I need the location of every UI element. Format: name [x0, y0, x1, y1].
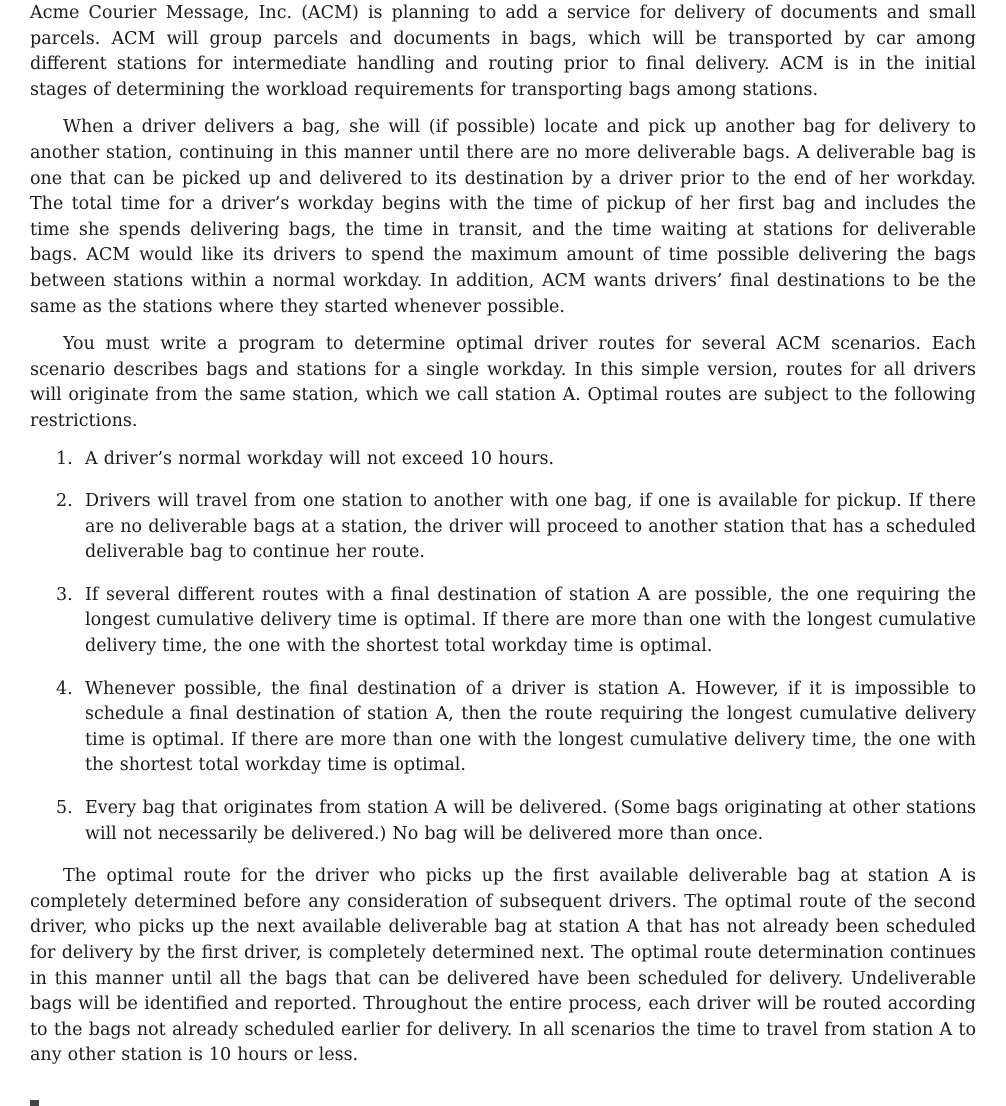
workday-description-paragraph: When a driver delivers a bag, she will (if possible) locate and pick up another bag for delivery to another station, continuing in this manner until there are no more deliverable bags. A deliverable bag is one that can be picked up and delivered to its destination by a driver prior to the end of her workday. The total time for a driver’s workday begins with the time of pickup of her first bag and includes the time she spends delivering bags, the time in transit, and the time waiting at stations for deliverable bags. ACM would like its drivers to spend the maximum amount of time possible delivering the bags between stations within a normal workday. In addition, ACM wants drivers’ final destinations to be the same as the stations where they started whenever possible.	[30, 117, 976, 317]
restriction-number: 5.	[56, 798, 73, 819]
restriction-number: 1.	[56, 448, 73, 469]
restriction-item-3	[30, 583, 976, 660]
restriction-item-5	[30, 796, 976, 847]
restriction-item-2	[30, 489, 976, 566]
restriction-item-1	[30, 447, 976, 473]
restriction-number: 2.	[56, 491, 73, 512]
restriction-text: Drivers will travel from one station to another with one bag, if one is available for pickup. If there are no deliverable bags at a station, the driver will proceed to another station that has a scheduled deliverable bag to continue her route.	[85, 491, 976, 563]
restrictions-list	[30, 447, 976, 848]
route-determination-paragraph: The optimal route for the driver who picks up the first available deliverable bag at station A is completely determined before any consideration of subsequent drivers. The optimal route of the second driver, who picks up the next available deliverable bag at station A that has not already been scheduled for delivery by the first driver, is completely determined next. The optimal route determination continues in this manner until all the bags that can be delivered have been scheduled for delivery. Undeliverable bags will be identified and reported. Throughout the entire process, each driver will be routed according to the bags not already scheduled earlier for delivery. In all scenarios the time to travel from station A to any other station is 10 hours or less.	[30, 866, 976, 1066]
restriction-text: Every bag that originates from station A will be delivered. (Some bags originating at other stations will not necessarily be delivered.) No bag will be delivered more than once.	[85, 798, 976, 844]
restriction-text: If several different routes with a final destination of station A are possible, the one requiring the longest cumulative delivery time is optimal. If there are more than one with the longest cumulative delivery time, the one with the shortest total workday time is optimal.	[85, 584, 976, 657]
restriction-item-4	[30, 677, 976, 779]
restriction-text: Whenever possible, the final destination of a driver is station A. However, if it is impossible to schedule a final destination of station A, then the route requiring the longest cumulative delivery time is optimal. If there are more than one with the longest cumulative delivery time, the one with the shortest total workday time is optimal.	[85, 678, 976, 776]
restriction-number: 3.	[56, 584, 73, 605]
restriction-text: A driver’s normal workday will not exceed 10 hours.	[85, 448, 555, 469]
intro-paragraph: Acme Courier Message, Inc. (ACM) is planning to add a service for delivery of documents and small parcels. ACM will group parcels and documents in bags, which will be transported by car among different stations for intermediate handling and routing prior to final delivery. ACM is in the initial stages of determining the workload requirements for transporting bags among stations.	[30, 3, 976, 100]
program-task-paragraph: You must write a program to determine optimal driver routes for several ACM scenarios. Each scenario describes bags and stations for a single workday. In this simple version, routes for all drivers will originate from the same station, which we call station A. Optimal routes are subject to the following restrictions.	[30, 334, 976, 431]
clipped-next-heading-fragment	[30, 1100, 39, 1106]
restriction-number: 4.	[56, 678, 73, 699]
